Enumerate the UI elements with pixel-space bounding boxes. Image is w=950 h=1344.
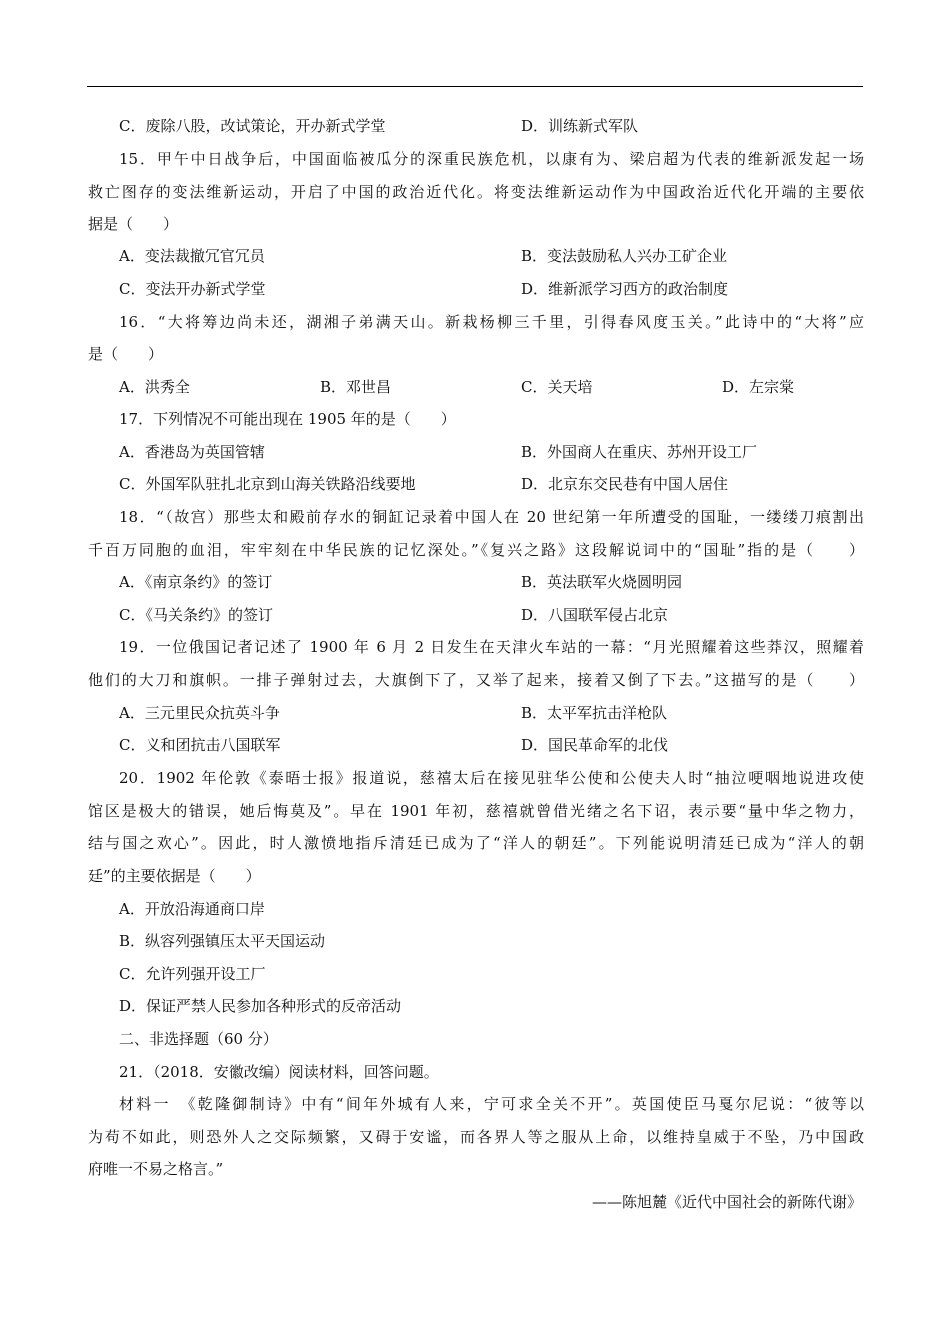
q20-option-a: A．开放沿海通商口岸 (119, 900, 265, 918)
q20-stem-line2: 馆区是极大的错误，她后悔莫及”。早在 1901 年初，慈禧就曾借光绪之名下诏，表示要“量中华之物力， (88, 802, 864, 820)
q18-stem-line2: 千百万同胞的血泪，牢牢刻在中华民族的记忆深处。”《复兴之路》这段解说词中的“国耻”指的是（ ） (88, 541, 864, 559)
q21-stem: 21．（2018．安徽改编）阅读材料，回答问题。 (119, 1063, 439, 1081)
q15-stem-line1: 15．甲午中日战争后，中国面临被瓜分的深重民族危机，以康有为、梁启超为代表的维新派发起一场 (119, 150, 864, 168)
q18-option-b: B．英法联军火烧圆明园 (521, 573, 683, 591)
q21-material1-line1: 材料一 《乾隆御制诗》中有“间年外城有人来，宁可求全关不开”。英国使臣马戛尔尼说：“彼等以 (119, 1095, 864, 1113)
q20-option-d: D．保证严禁人民参加各种形式的反帝活动 (119, 997, 402, 1015)
q15-stem-line2: 救亡图存的变法维新运动，开启了中国的政治近代化。将变法维新运动作为中国政治近代化开端的主要依 (88, 183, 864, 201)
q17-option-b: B．外国商人在重庆、苏州开设工厂 (521, 443, 758, 461)
q20-option-b: B．纵容列强镇压太平天国运动 (119, 932, 326, 950)
q15-option-a: A．变法裁撤冗官冗员 (119, 247, 265, 265)
q18-option-c: C．《马关条约》的签订 (119, 606, 273, 624)
q20-stem-line4: 廷”的主要依据是（ ） (88, 867, 261, 885)
q16-option-c: C．关天培 (521, 378, 593, 396)
q21-material1-source: ——陈旭麓《近代中国社会的新陈代谢》 (591, 1193, 862, 1211)
q19-option-b: B．太平军抗击洋枪队 (521, 704, 668, 722)
q19-option-d: D．国民革命军的北伐 (521, 736, 669, 754)
q14-option-d: D．训练新式军队 (521, 117, 639, 135)
q15-option-c: C．变法开办新式学堂 (119, 280, 266, 298)
q20-stem-line1: 20．1902 年伦敦《泰晤士报》报道说，慈禧太后在接见驻华公使和公使夫人时“抽泣哽咽地说进攻使 (119, 769, 864, 787)
q16-stem-line1: 16．“大将筹边尚未还，湖湘子弟满天山。新栽杨柳三千里，引得春风度玉关。”此诗中的“大将”应 (119, 313, 864, 331)
header-rule (87, 86, 863, 87)
q15-stem-line3: 据是（ ） (88, 215, 179, 233)
q17-option-d: D．北京东交民巷有中国人居住 (521, 475, 729, 493)
q16-option-d: D．左宗棠 (722, 378, 795, 396)
q19-option-c: C．义和团抗击八国联军 (119, 736, 281, 754)
q16-stem-line2: 是（ ） (88, 345, 164, 363)
q20-stem-line3: 结与国之欢心”。因此，时人激愤地指斥清廷已成为了“洋人的朝廷”。下列能说明清廷已成为“洋人的朝 (88, 834, 864, 852)
q18-option-d: D．八国联军侵占北京 (521, 606, 669, 624)
q20-option-c: C．允许列强开设工厂 (119, 965, 266, 983)
q17-stem: 17．下列情况不可能出现在 1905 年的是（ ） (119, 410, 456, 428)
q15-option-d: D．维新派学习西方的政治制度 (521, 280, 729, 298)
q18-stem-line1: 18．“（故宫）那些太和殿前存水的铜缸记录着中国人在 20 世纪第一年所遭受的国耻，一缕缕刀痕割出 (119, 508, 864, 526)
q16-option-a: A．洪秀全 (119, 378, 190, 396)
q21-material1-line2: 为苟不如此，则恐外人之交际频繁，又碍于安谧，而各界人等之服从上命，以维持皇威于不坠，乃中国政 (88, 1128, 864, 1146)
q14-option-c: C．废除八股，改试策论，开办新式学堂 (119, 117, 386, 135)
q15-option-b: B．变法鼓励私人兴办工矿企业 (521, 247, 728, 265)
section-heading: 二、非选择题（60 分） (119, 1030, 278, 1048)
q19-stem-line2: 他们的大刀和旗帜。一排子弹射过去，大旗倒下了，又举了起来，接着又倒了下去。”这描写的是（ ） (88, 671, 864, 689)
q17-option-a: A．香港岛为英国管辖 (119, 443, 265, 461)
q19-option-a: A．三元里民众抗英斗争 (119, 704, 280, 722)
q16-option-b: B．邓世昌 (320, 378, 392, 396)
q17-option-c: C．外国军队驻扎北京到山海关铁路沿线要地 (119, 475, 416, 493)
q19-stem-line1: 19．一位俄国记者记述了 1900 年 6 月 2 日发生在天津火车站的一幕：“月光照耀着这些莽汉，照耀着 (119, 638, 864, 656)
q18-option-a: A．《南京条约》的签订 (119, 573, 273, 591)
q21-material1-line3: 府唯一不易之格言。” (88, 1160, 224, 1178)
